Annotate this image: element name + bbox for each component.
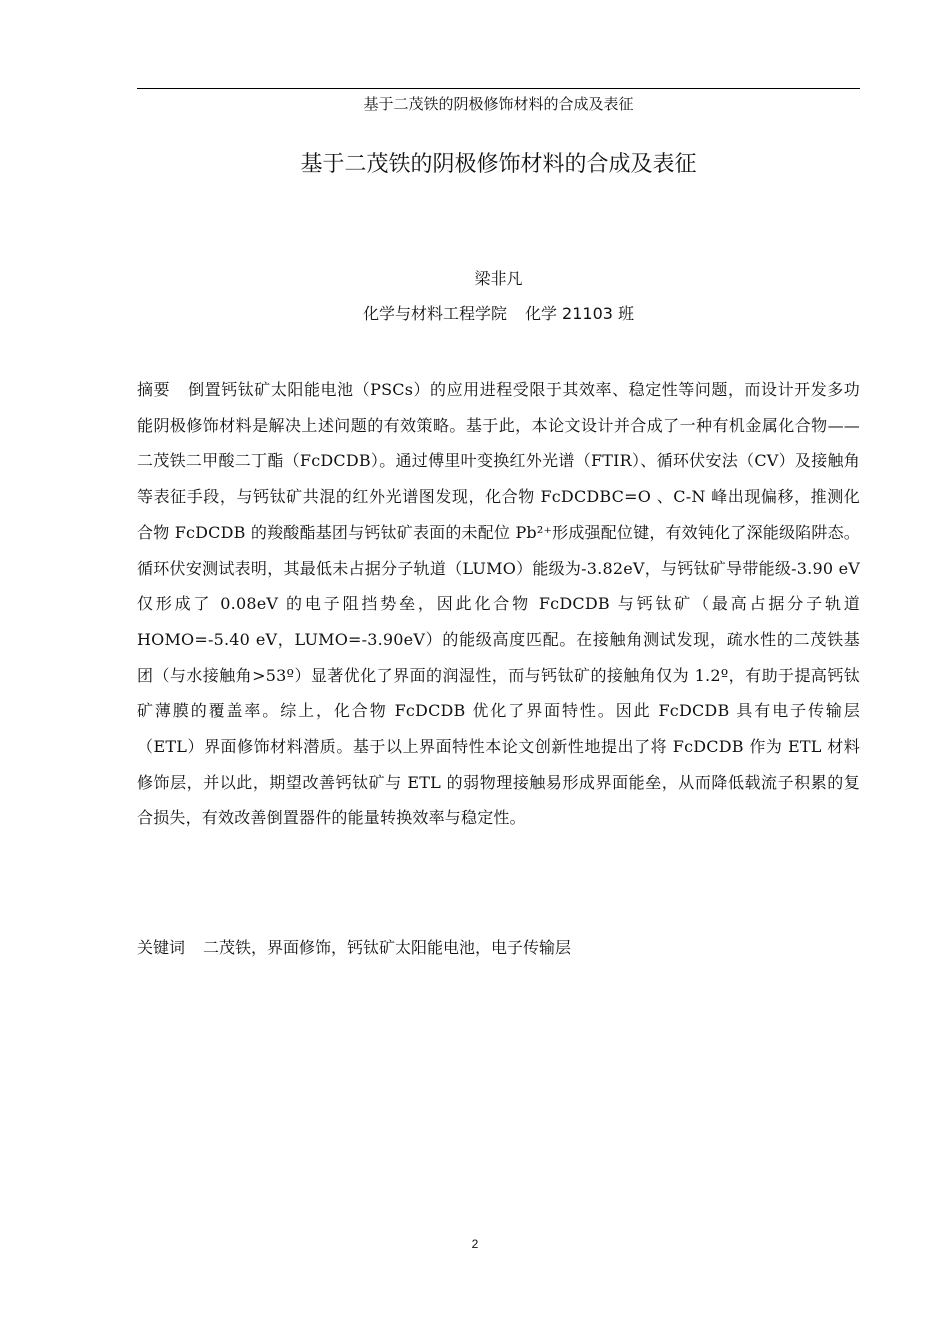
abstract-label: 摘要 — [137, 380, 171, 399]
affiliation — [137, 302, 860, 326]
running-header: 基于二茂铁的阴极修饰材料的合成及表征 — [363, 95, 634, 113]
class-name: 化学 21103 班 — [524, 304, 635, 323]
keywords-label: 关键词 — [137, 938, 186, 957]
abstract-text: 倒置钙钛矿太阳能电池（PSCs）的应用进程受限于其效率、稳定性等问题，而设计开发多功能阴极修饰材料是解决上述问题的有效策略。基于此，本论文设计并合成了一种有机金属化合物——二茂铁二甲酸二丁酯（FcDCDB）。通过傅里叶变换红外光谱（FTIR）、循环伏安法（CV）及接触角等表征手段，与钙钛矿共混的红外光谱图发现，化合物 FcDCDBC=O 、C-N 峰出现偏移，推测化合物 FcDCDB 的羧酸酯基团与钙钛矿表面的未配位 Pb²⁺形成强配位键，有效钝化了深能级陷阱态。循环伏安测试表明，其最低未占据分子轨道（LUMO）能级为-3.82eV，与钙钛矿导带能级-3.90 eV 仅形成了 0.08eV 的电子阻挡势垒，因此化合物 FcDCDB 与钙钛矿（最高占据分子轨道 HOMO=-5.40 eV，LUMO=-3.90eV）的能级高度匹配。在接触角测试发现，疏水性的二茂铁基团（与水接触角>53º）显著优化了界面的润湿性，而与钙钛矿的接触角仅为 1.2º，有助于提高钙钛矿薄膜的覆盖率。综上，化合物 FcDCDB 优化了界面特性。因此 FcDCDB 具有电子传输层（ETL）界面修饰材料潜质。基于以上界面特性本论文创新性地提出了将 FcDCDB 作为 ETL 材料修饰层，并以此，期望改善钙钛矿与 ETL 的弱物理接触易形成界面能垒，从而降低载流子积累的复合损失，有效改善倒置器件的能量转换效率与稳定性。 — [137, 380, 860, 828]
page-number: 2 — [471, 1237, 479, 1251]
paper-title: 基于二茂铁的阴极修饰材料的合成及表征 — [300, 152, 697, 177]
author-name: 梁非凡 — [474, 269, 523, 288]
header-rule — [137, 88, 860, 89]
college-name: 化学与材料工程学院 — [362, 304, 507, 323]
abstract — [137, 372, 860, 836]
keywords-text: 二茂铁，界面修饰，钙钛矿太阳能电池，电子传输层 — [203, 938, 572, 957]
keywords — [137, 930, 860, 965]
